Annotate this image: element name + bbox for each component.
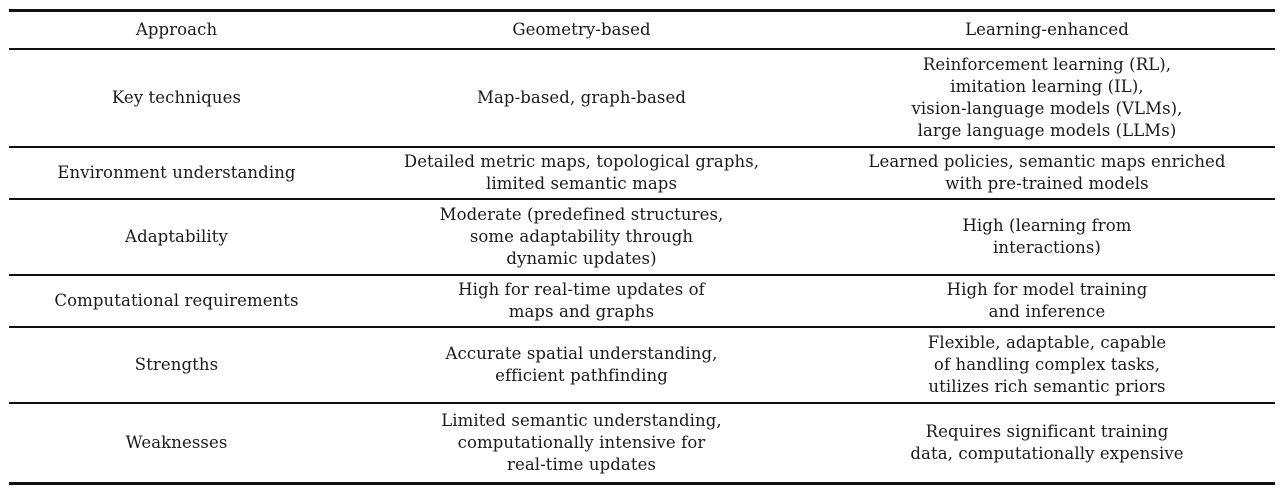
geometry-cell (344, 276, 819, 326)
geometry-text: Accurate spatial understanding, efficient pathfinding (445, 344, 718, 385)
geometry-text: Map-based, graph-based (477, 88, 686, 107)
geometry-cell (344, 200, 819, 274)
row-label: Weaknesses (125, 432, 228, 452)
learning-cell (819, 276, 1275, 326)
header-label: Learning-enhanced (965, 20, 1129, 39)
row-label-cell (9, 200, 344, 274)
header-label: Geometry-based (512, 20, 651, 39)
learning-cell (819, 148, 1275, 198)
learning-text: Reinforcement learning (RL), imitation learning (IL), vision-language models (VLMs), large language models (LLMs) (911, 55, 1183, 140)
geometry-cell (344, 328, 819, 402)
learning-cell (819, 328, 1275, 402)
row-label: Computational requirements (54, 291, 299, 310)
geometry-text: Moderate (predefined structures, some adaptability through dynamic updates) (439, 205, 724, 268)
table-top-rule (9, 9, 1275, 12)
row-label: Adaptability (125, 227, 228, 246)
learning-text: Requires significant training data, computationally expensive (910, 421, 1184, 463)
learning-cell (819, 50, 1275, 146)
table-bottom-rule (9, 482, 1275, 485)
geometry-text: High for real-time updates of maps and graphs (458, 280, 705, 321)
learning-text: High for model training and inference (946, 280, 1148, 321)
geometry-text: Detailed metric maps, topological graphs, limited semantic maps (403, 152, 760, 193)
learning-text: Learned policies, semantic maps enriched with pre-trained models (868, 152, 1226, 193)
header-cell-approach (9, 14, 344, 46)
geometry-text: Limited semantic understanding, computationally intensive for real-time updates (441, 410, 722, 474)
row-label-cell (9, 50, 344, 146)
learning-text: High (learning from interactions) (962, 216, 1132, 257)
row-label: Environment understanding (57, 163, 296, 182)
row-label: Key techniques (111, 88, 242, 107)
learning-cell (819, 404, 1275, 481)
geometry-cell (344, 404, 819, 481)
row-label-cell (9, 148, 344, 198)
row-label: Strengths (134, 355, 219, 374)
row-label-cell (9, 276, 344, 326)
geometry-cell (344, 50, 819, 146)
header-cell-learning (819, 14, 1275, 46)
header-cell-geometry (344, 14, 819, 46)
learning-text: Flexible, adaptable, capable of handling complex tasks, utilizes rich semantic priors (927, 333, 1167, 396)
header-label: Approach (135, 20, 218, 39)
learning-cell (819, 200, 1275, 274)
geometry-cell (344, 148, 819, 198)
row-label-cell (9, 328, 344, 402)
row-label-cell (9, 404, 344, 481)
